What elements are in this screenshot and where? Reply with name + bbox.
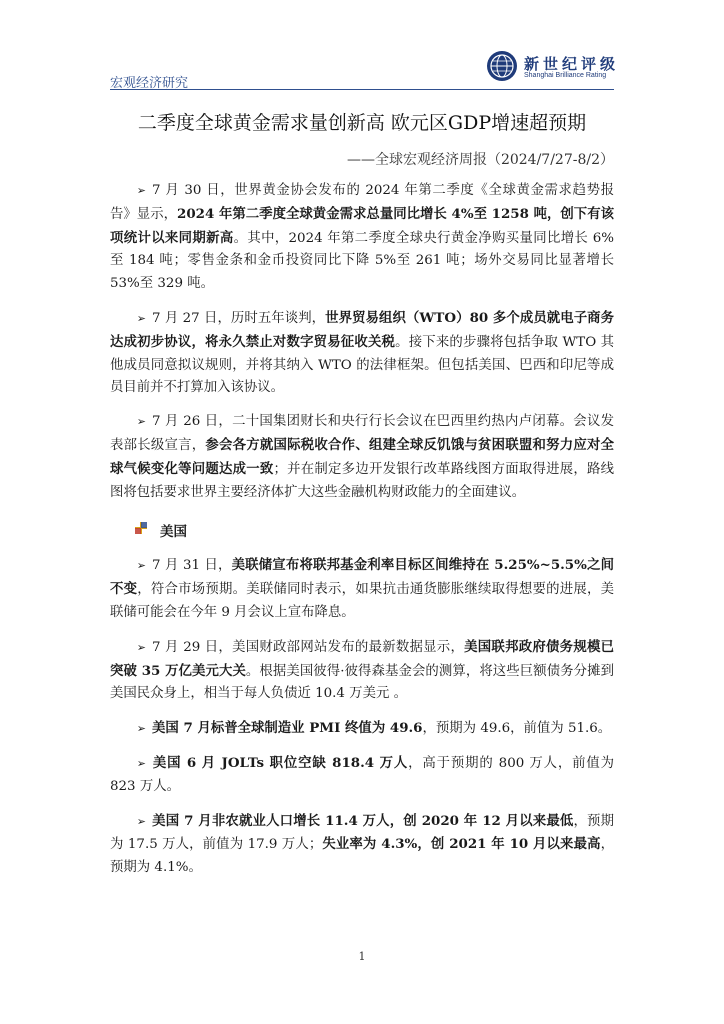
header-section-label: 宏观经济研究 <box>110 76 189 91</box>
paragraph-highlight: 世界贸易组织（WTO）80 多个成员就电子商务达成初步协议，将永久禁止对数字贸易征收关税 <box>110 309 615 350</box>
globe-emblem-icon <box>486 50 518 82</box>
us-item-nonfarm <box>110 810 614 880</box>
arrow-bullet-icon: ➢ <box>136 184 147 197</box>
paragraph-highlight: 美国 7 月非农就业人口增长 11.4 万人，创 2020 年 12 月以来最低 <box>152 812 574 829</box>
section-heading-label: 美国 <box>160 524 187 541</box>
paragraph-gold-demand <box>110 180 614 296</box>
us-item-pmi <box>110 717 614 741</box>
paragraph-text: 。其中，2024 年第二季度全球央行黄金净购买量同比增长 6%至 184 吨；零售金条和金币投资同比下降 5%至 261 吨；场外交易同比显著增长 53%至 329 吨。 <box>110 230 614 292</box>
arrow-bullet-icon: ➢ <box>136 756 147 770</box>
us-item-debt <box>110 636 614 706</box>
paragraph-text: 7 月 26 日，二十国集团财长和央行行长会议在巴西里约热内卢闭幕。会议发表部长级宣言， <box>110 414 614 453</box>
paragraph-text: ，预期为 49.6，前值为 51.6。 <box>422 721 612 737</box>
us-item-fed <box>110 554 614 624</box>
paragraph-highlight: 美联储宣布将联邦基金利率目标区间维持在 5.25%~5.5%之间不变 <box>110 557 614 598</box>
paragraph-text: ，符合市场预期。美联储同时表示，如果抗击通货膨胀继续取得想要的进展，美联储可能会在今年 9 月会议上宣布降息。 <box>110 582 615 620</box>
paragraph-text: 7 月 29 日，美国财政部网站发布的最新数据显示， <box>152 639 465 655</box>
paragraph-text: ，预期为 4.1%。 <box>110 837 615 876</box>
page-number: 1 <box>358 950 366 963</box>
page-subtitle: ——全球宏观经济周报（2024/7/27-8/2） <box>346 152 614 168</box>
arrow-bullet-icon: ➢ <box>136 311 147 325</box>
paragraph-text: ，高于预期的 800 万人，前值为 823 万人。 <box>110 755 614 794</box>
arrow-bullet-icon: ➢ <box>136 814 147 828</box>
section-heading-us <box>110 520 614 542</box>
arrow-bullet-icon: ➢ <box>136 415 147 429</box>
paragraph-wto <box>110 307 614 400</box>
paragraph-highlight: 美国 6 月 JOLTs 职位空缺 818.4 万人 <box>152 754 409 771</box>
report-body <box>110 180 614 880</box>
company-logo <box>486 50 620 86</box>
arrow-bullet-icon: ➢ <box>136 640 147 654</box>
paragraph-text: 7 月 27 日，历时五年谈判， <box>152 310 326 326</box>
logo-english-name: Shanghai Brilliance Rating <box>524 72 607 79</box>
header-divider <box>110 89 614 90</box>
logo-chinese-name: 新世纪评级 <box>524 55 620 73</box>
paragraph-text: 7 月 31 日， <box>152 558 232 574</box>
paragraph-highlight: 美国 7 月标普全球制造业 PMI 终值为 49.6 <box>152 720 423 737</box>
paragraph-g20 <box>110 411 614 504</box>
paragraph-highlight: 2024 年第二季度全球黄金需求总量同比增长 4%至 1258 吨，创下有该项统计以来同期新高 <box>110 205 615 246</box>
paragraph-highlight: 美国联邦政府债务规模已突破 35 万亿美元大关 <box>110 638 615 679</box>
arrow-bullet-icon: ➢ <box>136 559 147 573</box>
paragraph-highlight: 参会各方就国际税收合作、组建全球反饥饿与贫困联盟和努力应对全球气候变化等问题达成一致 <box>110 436 615 477</box>
paragraph-text: ，预期为 17.5 万人，前值为 17.9 万人； <box>110 813 614 853</box>
page-title: 二季度全球黄金需求量创新高 欧元区GDP增速超预期 <box>137 112 587 134</box>
paragraph-text: 7 月 30 日，世界黄金协会发布的 2024 年第二季度《全球黄金需求趋势报告》显示， <box>110 183 614 222</box>
arrow-bullet-icon: ➢ <box>136 722 147 736</box>
section-bullet-icon <box>134 521 148 535</box>
paragraph-text: 。接下来的步骤将包括争取 WTO 其他成员同意拟议规则，并将其纳入 WTO 的法律框架。但包括美国、巴西和印尼等成员目前并不打算加入该协议。 <box>110 334 615 396</box>
paragraph-text: 。根据美国彼得·彼得森基金会的测算，将这些巨额债务分摊到美国民众身上，相当于每人负债近 10.4 万美元 。 <box>110 663 614 702</box>
paragraph-highlight: 失业率为 4.3%，创 2021 年 10 月以来最高 <box>322 836 601 853</box>
us-item-jolts <box>110 752 614 799</box>
paragraph-text: ；并在制定多边开发银行改革路线图方面取得进展，路线图将包括要求世界主要经济体扩大这些金融机构财政能力的全面建议。 <box>110 461 615 500</box>
